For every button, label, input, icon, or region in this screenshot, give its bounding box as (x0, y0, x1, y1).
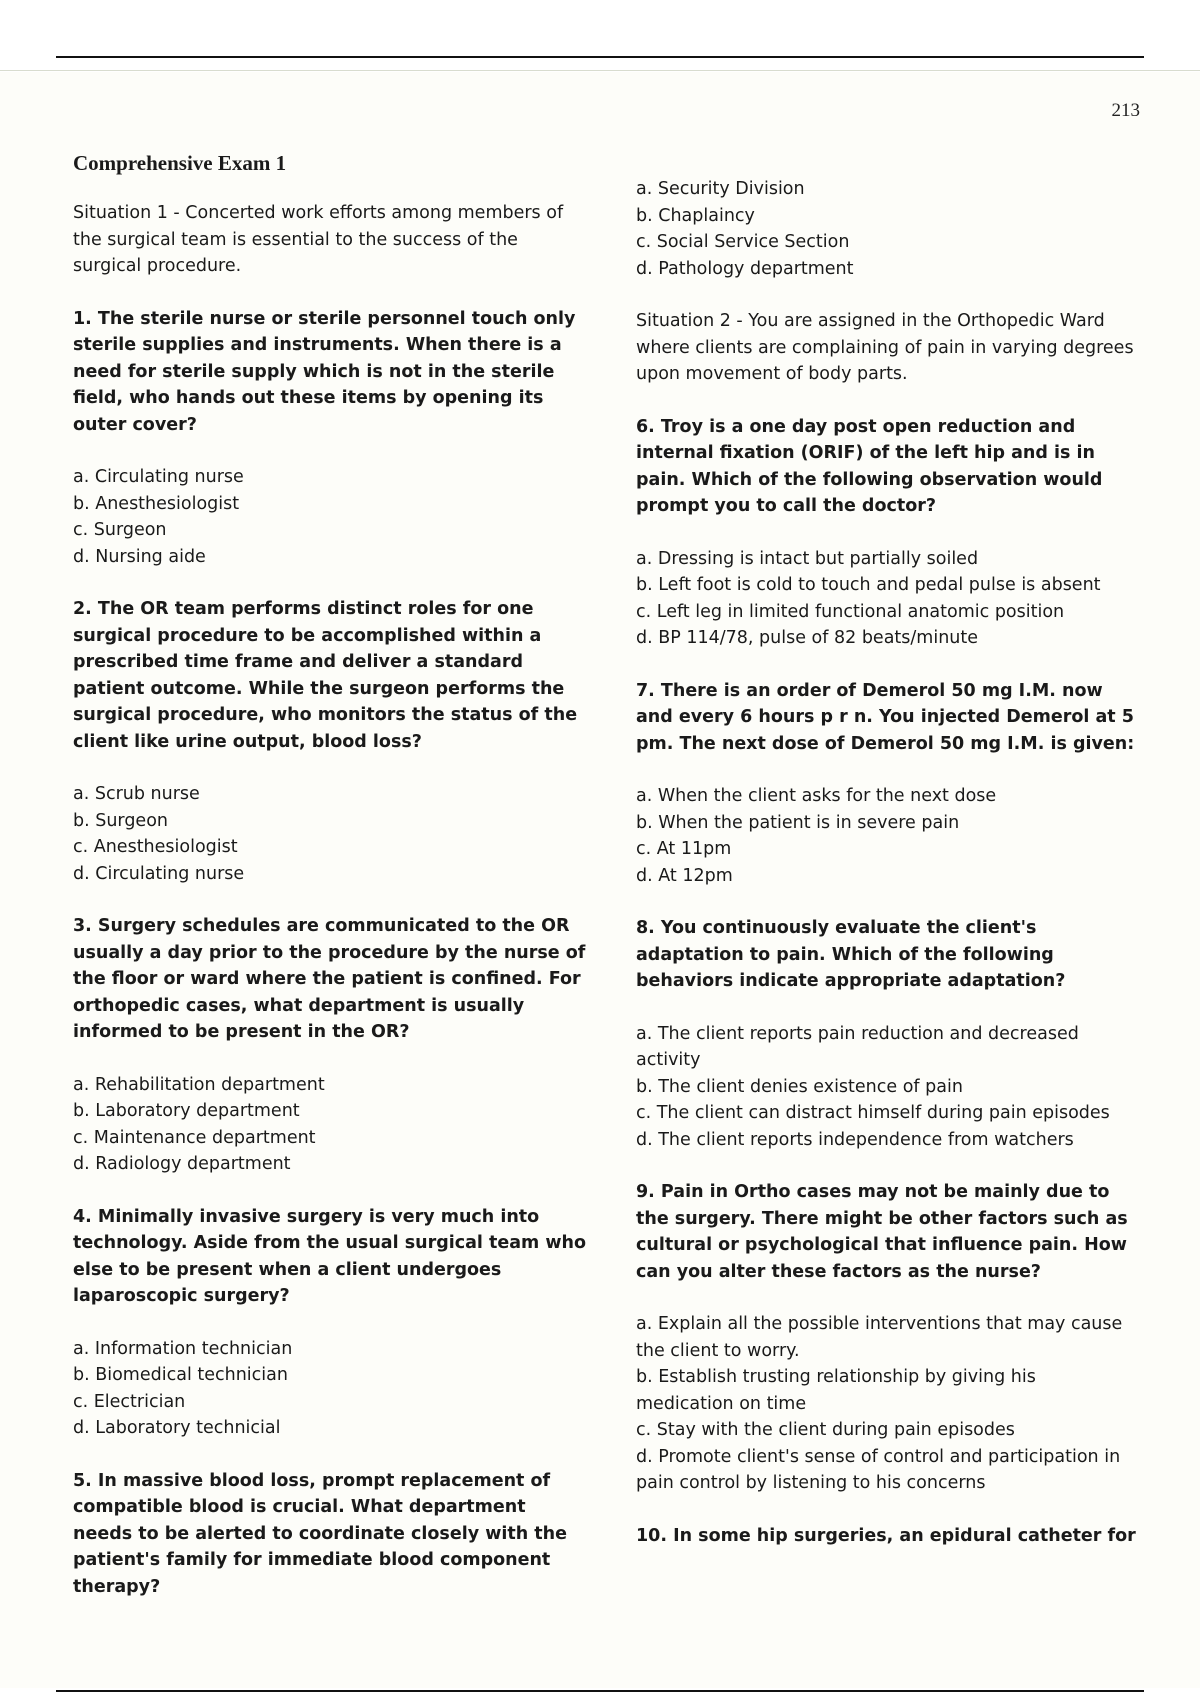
option: b. The client denies existence of pain (636, 1076, 963, 1097)
option: b. Left foot is cold to touch and pedal pulse is absent (636, 575, 1101, 595)
option: a. Explain all the possible interventions that may cause the client to worry. (636, 1314, 1123, 1361)
top-rule (56, 56, 1144, 58)
question-2: 2. The OR team performs distinct roles for one surgical procedure to be accomplished within a prescribed time frame and deliver a standard patient outcome. While the surgeon performs the surgical procedure, who monitors the status of the client like urine output, blood loss? (73, 599, 578, 752)
question-8-options (636, 1021, 1136, 1154)
page-number: 213 (1111, 100, 1140, 121)
option: d. BP 114/78, pulse of 82 beats/minute (636, 628, 979, 648)
left-column (73, 150, 588, 1626)
option: b. Chaplaincy (636, 205, 755, 226)
question-6-options (636, 546, 1136, 652)
situation-1: Situation 1 - Concerted work efforts among members of the surgical team is essential to the success of the surgical procedure. (73, 203, 564, 276)
question-9-options (636, 1311, 1136, 1497)
bottom-rule (56, 1690, 1144, 1692)
option: d. At 12pm (636, 865, 733, 886)
page-title: Comprehensive Exam 1 (73, 151, 287, 175)
option: d. Promote client's sense of control and participation in pain control by listening to his concerns (636, 1446, 1121, 1493)
option: a. Rehabilitation department (73, 1074, 325, 1095)
option: c. Electrician (73, 1391, 186, 1412)
question-10: 10. In some hip surgeries, an epidural catheter for (636, 1525, 1136, 1546)
option: b. When the patient is in severe pain (636, 812, 960, 833)
option: b. Laboratory department (73, 1101, 300, 1121)
question-9: 9. Pain in Ortho cases may not be mainly due to the surgery. There might be other factors such as cultural or psychological that influence pain. How can you alter these factors as the nurse? (636, 1182, 1128, 1282)
option: d. Radiology department (73, 1154, 291, 1174)
question-3: 3. Surgery schedules are communicated to the OR usually a day prior to the procedure by the nurse of the floor or ward where the patient is confined. For orthopedic cases, what department is usually informed to be present in the OR? (73, 916, 586, 1042)
option: c. Left leg in limited functional anatomic position (636, 601, 1065, 622)
question-6: 6. Troy is a one day post open reduction and internal fixation (ORIF) of the left hip and is in pain. Which of the following observation would prompt you to call the doctor? (636, 416, 1103, 516)
question-5: 5. In massive blood loss, prompt replacement of compatible blood is crucial. What department needs to be alerted to coordinate closely with the patient's family for immediate blood component therapy? (73, 1470, 567, 1597)
option: a. Security Division (636, 179, 805, 199)
question-3-options (73, 1072, 588, 1178)
question-1: 1. The sterile nurse or sterile personnel touch only sterile supplies and instruments. When there is a need for sterile supply which is not in the sterile field, who hands out these items by opening its outer cover? (73, 308, 576, 435)
question-4: 4. Minimally invasive surgery is very much into technology. Aside from the usual surgical team who else to be present when a client undergoes laparoscopic surgery? (73, 1206, 587, 1306)
option: d. Pathology department (636, 258, 854, 279)
option: c. Surgeon (73, 520, 167, 540)
question-5-options (636, 176, 1136, 282)
option: d. Nursing aide (73, 546, 206, 567)
option: c. Maintenance department (73, 1127, 316, 1148)
option: d. Laboratory technicial (73, 1418, 281, 1438)
question-2-options (73, 781, 588, 887)
option: c. The client can distract himself during pain episodes (636, 1103, 1110, 1123)
question-7-options (636, 783, 1136, 889)
question-1-options (73, 464, 588, 570)
option: c. Anesthesiologist (73, 837, 238, 857)
option: b. Establish trusting relationship by giving his medication on time (636, 1367, 1036, 1414)
option: a. Dressing is intact but partially soiled (636, 548, 979, 569)
option: a. When the client asks for the next dose (636, 786, 997, 806)
question-8: 8. You continuously evaluate the client's adaptation to pain. Which of the following behaviors indicate appropriate adaptation? (636, 918, 1066, 991)
option: c. Social Service Section (636, 232, 850, 252)
option: b. Surgeon (73, 810, 168, 831)
option: a. The client reports pain reduction and decreased activity (636, 1023, 1079, 1070)
option: a. Scrub nurse (73, 784, 200, 804)
right-column (636, 176, 1136, 1575)
option: c. Stay with the client during pain episodes (636, 1420, 1015, 1440)
option: b. Anesthesiologist (73, 493, 240, 514)
option: a. Circulating nurse (73, 467, 244, 487)
option: c. At 11pm (636, 839, 732, 859)
option: d. Circulating nurse (73, 863, 245, 884)
option: d. The client reports independence from watchers (636, 1129, 1074, 1150)
question-4-options (73, 1336, 588, 1442)
scan-edge (0, 70, 1200, 71)
option: a. Information technician (73, 1338, 293, 1359)
question-7: 7. There is an order of Demerol 50 mg I.M. now and every 6 hours p r n. You injected Demerol at 5 pm. The next dose of Demerol 50 mg I.M. is given: (636, 680, 1135, 754)
situation-2: Situation 2 - You are assigned in the Orthopedic Ward where clients are complaining of pain in varying degrees upon movement of body parts. (636, 311, 1134, 384)
option: b. Biomedical technician (73, 1365, 288, 1385)
